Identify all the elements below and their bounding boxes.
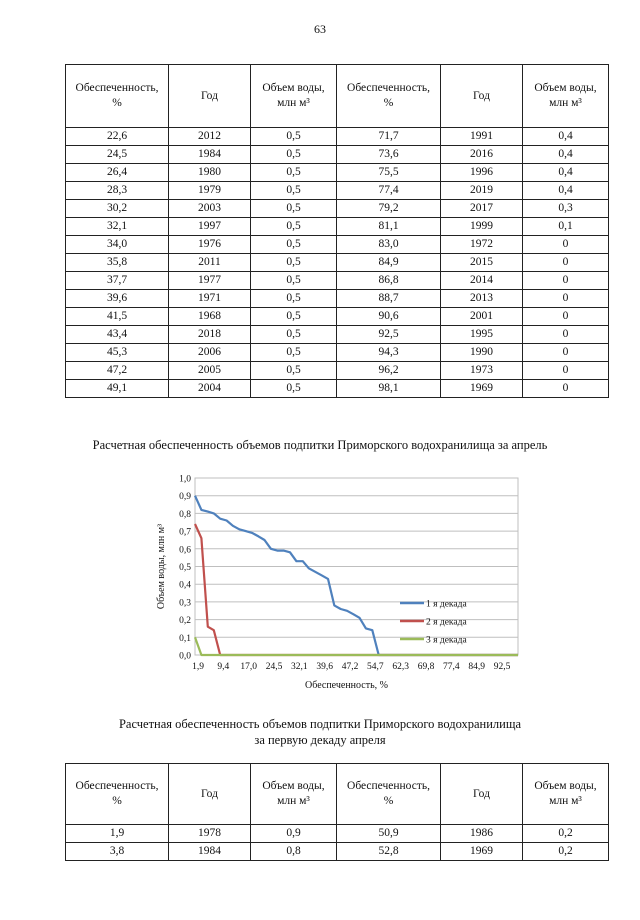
- table-cell: 45,3: [66, 344, 169, 362]
- table-cell: 0: [523, 380, 609, 398]
- table-cell: 0,3: [523, 200, 609, 218]
- table-cell: 0,5: [251, 290, 337, 308]
- table-cell: 0,5: [251, 308, 337, 326]
- table-row: [66, 825, 609, 843]
- y-tick-label: 0,6: [179, 545, 191, 556]
- table-1: [65, 64, 609, 398]
- table-cell: 2012: [169, 128, 251, 146]
- table-cell: 1986: [441, 825, 523, 843]
- table-cell: 75,5: [337, 164, 441, 182]
- table-cell: 28,3: [66, 182, 169, 200]
- table-cell: 1977: [169, 272, 251, 290]
- table-cell: 24,5: [66, 146, 169, 164]
- table-cell: 83,0: [337, 236, 441, 254]
- chart-caption: Расчетная обеспеченность объемов подпитки Приморского водохранилища за апрель: [92, 438, 548, 452]
- table-cell: 0,5: [251, 200, 337, 218]
- table-row: [66, 272, 609, 290]
- column-header: Год: [441, 764, 523, 825]
- table-cell: 84,9: [337, 254, 441, 272]
- table-cell: 1968: [169, 308, 251, 326]
- y-tick-label: 0,4: [179, 580, 191, 591]
- table-cell: 0,4: [523, 146, 609, 164]
- table-cell: 1984: [169, 146, 251, 164]
- column-header: Объем воды, млн м³: [523, 764, 609, 825]
- table-row: [66, 236, 609, 254]
- table-cell: 90,6: [337, 308, 441, 326]
- table-cell: 92,5: [337, 326, 441, 344]
- table-cell: 1978: [169, 825, 251, 843]
- table-cell: 35,8: [66, 254, 169, 272]
- table-cell: 1973: [441, 362, 523, 380]
- line-chart: [150, 468, 530, 703]
- table-cell: 2018: [169, 326, 251, 344]
- table-cell: 1976: [169, 236, 251, 254]
- table-cell: 34,0: [66, 236, 169, 254]
- table-cell: 1971: [169, 290, 251, 308]
- x-tick-label: 92,5: [493, 662, 511, 672]
- table-cell: 0: [523, 344, 609, 362]
- column-header: Год: [169, 65, 251, 128]
- table-cell: 0,4: [523, 164, 609, 182]
- table-row: [66, 290, 609, 308]
- x-tick-label: 1,9: [192, 662, 204, 672]
- table-cell: 2011: [169, 254, 251, 272]
- table-cell: 0,9: [251, 825, 337, 843]
- y-tick-label: 0,0: [179, 651, 191, 662]
- column-header: Объем воды, млн м³: [251, 764, 337, 825]
- table-cell: 2004: [169, 380, 251, 398]
- page-number: 63: [314, 22, 326, 36]
- table-cell: 3,8: [66, 843, 169, 861]
- table-cell: 1999: [441, 218, 523, 236]
- x-tick-label: 9,4: [217, 662, 230, 672]
- x-axis-label: Обеспеченность, %: [305, 680, 388, 691]
- table-cell: 96,2: [337, 362, 441, 380]
- table-header-row: [66, 65, 609, 128]
- table-2-caption-line-2: за первую декаду апреля: [254, 733, 386, 747]
- table-cell: 39,6: [66, 290, 169, 308]
- table-cell: 0,5: [251, 272, 337, 290]
- table-cell: 52,8: [337, 843, 441, 861]
- table-row: [66, 380, 609, 398]
- table-cell: 0,5: [251, 164, 337, 182]
- y-tick-label: 1,0: [179, 474, 191, 485]
- column-header: Обеспеченность, %: [66, 764, 169, 825]
- column-header: Объем воды, млн м³: [251, 65, 337, 128]
- legend-label: 3 я декада: [426, 635, 467, 646]
- table-2-caption: [0, 716, 640, 748]
- table-row: [66, 326, 609, 344]
- table-cell: 32,1: [66, 218, 169, 236]
- x-tick-label: 77,4: [443, 662, 460, 672]
- table-cell: 2001: [441, 308, 523, 326]
- table-cell: 30,2: [66, 200, 169, 218]
- y-tick-label: 0,1: [179, 633, 191, 644]
- table-cell: 1997: [169, 218, 251, 236]
- table-cell: 81,1: [337, 218, 441, 236]
- table-cell: 0: [523, 272, 609, 290]
- table-row: [66, 146, 609, 164]
- table-cell: 41,5: [66, 308, 169, 326]
- table-row: [66, 254, 609, 272]
- series-line: [195, 524, 518, 655]
- x-tick-label: 24,5: [265, 662, 283, 672]
- table-cell: 77,4: [337, 182, 441, 200]
- table-cell: 2006: [169, 344, 251, 362]
- y-tick-label: 0,7: [179, 527, 191, 538]
- table-cell: 0: [523, 236, 609, 254]
- table-cell: 71,7: [337, 128, 441, 146]
- table-cell: 86,8: [337, 272, 441, 290]
- table-cell: 1969: [441, 843, 523, 861]
- table-2-caption-line-1: Расчетная обеспеченность объемов подпитки Приморского водохранилища: [118, 717, 522, 731]
- table-header-row: [66, 764, 609, 825]
- table-cell: 0,5: [251, 128, 337, 146]
- y-tick-label: 0,8: [179, 509, 191, 520]
- x-tick-label: 54,7: [367, 662, 384, 672]
- table-cell: 1991: [441, 128, 523, 146]
- table-row: [66, 128, 609, 146]
- table-row: [66, 344, 609, 362]
- series-line: [195, 496, 518, 655]
- legend-label: 1 я декада: [426, 599, 467, 610]
- table-cell: 2014: [441, 272, 523, 290]
- column-header: Обеспеченность, %: [337, 65, 441, 128]
- table-cell: 0,5: [251, 380, 337, 398]
- table-row: [66, 218, 609, 236]
- table-cell: 0,5: [251, 326, 337, 344]
- table-cell: 0: [523, 326, 609, 344]
- table-cell: 0,2: [523, 825, 609, 843]
- table-row: [66, 200, 609, 218]
- table-row: [66, 362, 609, 380]
- table-cell: 0: [523, 362, 609, 380]
- table-cell: 2013: [441, 290, 523, 308]
- series-line: [195, 637, 518, 655]
- x-tick-label: 32,1: [291, 662, 308, 672]
- y-tick-label: 0,2: [179, 616, 191, 627]
- table-cell: 50,9: [337, 825, 441, 843]
- table-cell: 49,1: [66, 380, 169, 398]
- table-cell: 2005: [169, 362, 251, 380]
- table-cell: 0,1: [523, 218, 609, 236]
- table-cell: 1984: [169, 843, 251, 861]
- table-cell: 1979: [169, 182, 251, 200]
- table-cell: 0,5: [251, 182, 337, 200]
- table-cell: 73,6: [337, 146, 441, 164]
- table-cell: 37,7: [66, 272, 169, 290]
- table-cell: 2015: [441, 254, 523, 272]
- y-tick-label: 0,3: [179, 598, 191, 609]
- table-cell: 0: [523, 308, 609, 326]
- legend-label: 2 я декада: [426, 617, 467, 628]
- x-tick-label: 47,2: [341, 662, 359, 672]
- table-cell: 1996: [441, 164, 523, 182]
- table-cell: 1,9: [66, 825, 169, 843]
- table-cell: 0,5: [251, 146, 337, 164]
- table-cell: 0,5: [251, 218, 337, 236]
- table-2: [65, 763, 609, 861]
- table-cell: 98,1: [337, 380, 441, 398]
- table-cell: 2019: [441, 182, 523, 200]
- y-tick-label: 0,9: [179, 492, 191, 503]
- table-cell: 1969: [441, 380, 523, 398]
- table-cell: 0: [523, 290, 609, 308]
- table-cell: 43,4: [66, 326, 169, 344]
- table-cell: 0: [523, 254, 609, 272]
- x-tick-label: 62,3: [392, 662, 409, 672]
- table-cell: 0,5: [251, 236, 337, 254]
- x-tick-label: 84,9: [468, 662, 485, 672]
- table-cell: 0,2: [523, 843, 609, 861]
- column-header: Год: [169, 764, 251, 825]
- x-tick-label: 17,0: [240, 662, 257, 672]
- x-tick-label: 39,6: [316, 662, 333, 672]
- table-cell: 26,4: [66, 164, 169, 182]
- table-row: [66, 308, 609, 326]
- column-header: Обеспеченность, %: [337, 764, 441, 825]
- table-cell: 0,5: [251, 344, 337, 362]
- y-tick-label: 0,5: [179, 563, 191, 573]
- table-cell: 1990: [441, 344, 523, 362]
- table-cell: 79,2: [337, 200, 441, 218]
- table-cell: 0,5: [251, 254, 337, 272]
- table-cell: 1995: [441, 326, 523, 344]
- table-cell: 47,2: [66, 362, 169, 380]
- table-row: [66, 843, 609, 861]
- table-cell: 1980: [169, 164, 251, 182]
- column-header: Объем воды, млн м³: [523, 65, 609, 128]
- table-cell: 0,4: [523, 182, 609, 200]
- x-tick-label: 69,8: [417, 662, 435, 672]
- column-header: Обеспеченность, %: [66, 65, 169, 128]
- table-cell: 88,7: [337, 290, 441, 308]
- table-cell: 94,3: [337, 344, 441, 362]
- table-cell: 2003: [169, 200, 251, 218]
- table-cell: 2017: [441, 200, 523, 218]
- table-row: [66, 182, 609, 200]
- table-cell: 2016: [441, 146, 523, 164]
- table-cell: 0,8: [251, 843, 337, 861]
- table-cell: 22,6: [66, 128, 169, 146]
- table-cell: 1972: [441, 236, 523, 254]
- table-cell: 0,4: [523, 128, 609, 146]
- column-header: Год: [441, 65, 523, 128]
- table-cell: 0,5: [251, 362, 337, 380]
- y-axis-label: Объем воды, млн м³: [156, 523, 167, 610]
- table-row: [66, 164, 609, 182]
